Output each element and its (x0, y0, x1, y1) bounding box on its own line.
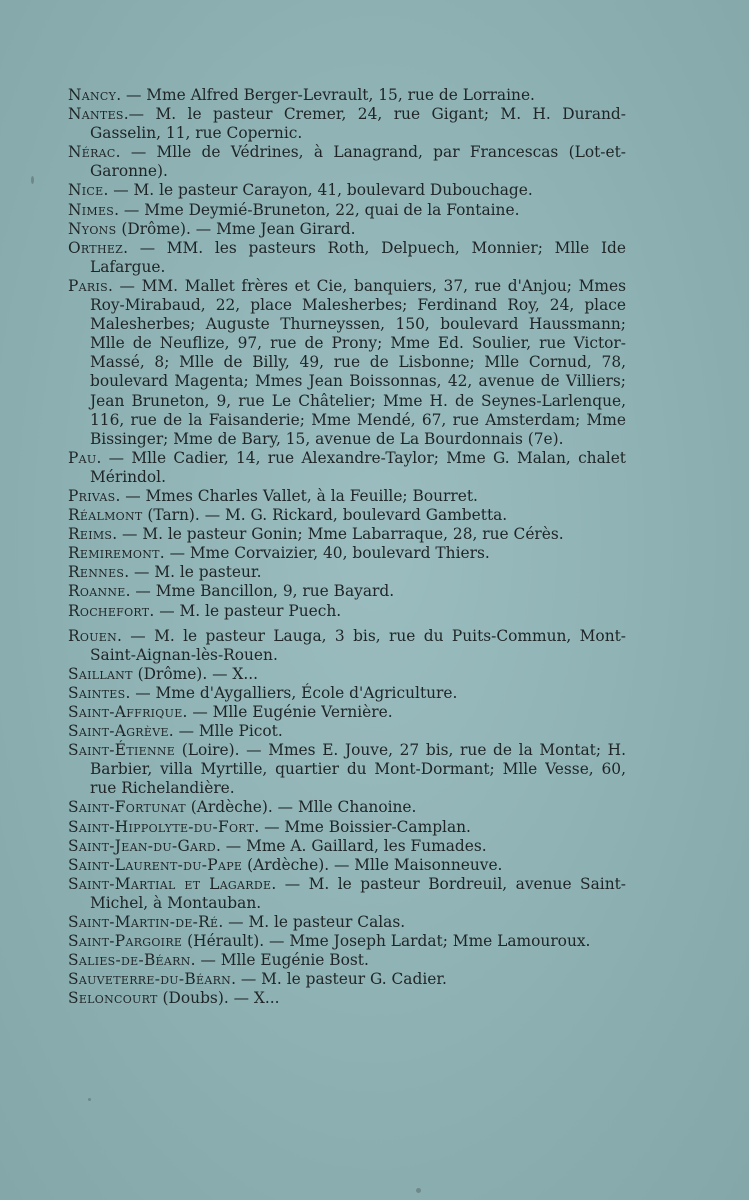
subscriber-list (68, 86, 626, 1009)
city-name: Paris (68, 276, 108, 295)
entry-text: Mme Corvaizier, 40, boulevard Thiers. (189, 544, 490, 563)
list-entry (68, 582, 626, 601)
city-name: Saint-Affrique (68, 703, 183, 721)
city-name: Rennes (68, 563, 125, 582)
entry-separator: . — (103, 181, 134, 200)
entry-text: M. le pasteur. (154, 563, 262, 582)
list-entry (68, 913, 626, 932)
list-entry (68, 856, 626, 875)
city-name: Nancy (68, 86, 117, 104)
entry-text: Mlle de Védrines, à Lanagrand, par Francescas (Lot-et-Garonne). (90, 143, 626, 181)
list-entry (68, 449, 626, 487)
entry-text: Mme Alfred Berger-Levrault, 15, rue de Lorraine. (146, 86, 535, 104)
entry-text: MM. Mallet frères et Cie, banquiers, 37, rue d'Anjou; Mmes Roy-Mirabaud, 22, place Malesherbes; Ferdinand Roy, 24, place Malesherbes; Auguste Thurneyssen, 150, boulevard Haussmann; Mlle de Neuflize, 97, rue de Prony; Mme Ed. Soulier, rue Victor-Massé, 8; Mlle de Billy, 49, rue de Lisbonne; Mlle Cornud, 78, boulevard Magenta; Mmes Jean Boissonnas, 42, avenue de Villiers; Jean Bruneton, 9, rue Le Châtelier; Mme H. de Seynes-Larlenque, 116, rue de la Faisanderie; Mme Mendé, 67, rue Amsterdam; Mme Bissinger; Mme de Bary, 15, avenue de La Bourdonnais (7e). (90, 276, 626, 448)
entry-separator: . — (115, 486, 146, 505)
entry-text: Mme Bancillon, 9, rue Bayard. (155, 582, 395, 601)
entry-separator: (Ardèche). — (185, 798, 298, 817)
list-entry (68, 818, 626, 837)
city-name: Rouen (68, 626, 118, 645)
entry-separator: . — (254, 817, 285, 836)
list-entry (68, 602, 626, 621)
city-name: Saint-Pargoire (68, 932, 183, 951)
entry-separator: (Doubs). — (157, 989, 254, 1008)
list-entry (68, 932, 626, 951)
city-name: Saillant (68, 664, 133, 683)
entry-separator: . — (117, 626, 155, 645)
entry-text: M. le pasteur Bordreuil, avenue Saint-Michel, à Montauban. (90, 874, 626, 912)
city-name: Saintes (68, 683, 126, 702)
entry-separator: (Tarn). — (142, 506, 225, 525)
entry-text: M. le pasteur Calas. (248, 913, 406, 932)
list-entry (68, 951, 626, 970)
list-entry (68, 989, 626, 1008)
city-name: Orthez (68, 238, 124, 257)
entry-separator: . — (114, 200, 145, 219)
entry-text: X... (232, 664, 259, 683)
list-entry (68, 181, 626, 200)
list-entry (68, 86, 626, 105)
city-name: Salies-de-Béarn (68, 951, 191, 970)
entry-separator: . — (168, 722, 199, 741)
entry-text: M. le pasteur Gonin; Mme Labarraque, 28, rue Cérès. (142, 525, 564, 544)
city-name: Remiremont (68, 544, 160, 563)
entry-text: Mlle Chanoine. (297, 798, 417, 817)
entry-text: Mme Boissier-Camplan. (284, 817, 471, 836)
entry-separator: . — (218, 913, 249, 932)
entry-text: M. le pasteur Cremer, 24, rue Gigant; M. H. Durand-Gasselin, 11, rue Copernic. (90, 105, 626, 143)
entry-separator: . — (124, 563, 155, 582)
list-entry (68, 741, 626, 798)
list-entry (68, 970, 626, 989)
list-entry (68, 837, 626, 856)
city-name: Sauveterre-du-Béarn (68, 970, 232, 989)
entry-separator: (Drôme). — (116, 219, 217, 238)
entry-separator: . — (149, 601, 180, 620)
list-entry (68, 487, 626, 506)
list-entry (68, 563, 626, 582)
list-entry (68, 722, 626, 741)
entry-separator: . — (115, 143, 157, 162)
entry-text: Mmes Charles Vallet, à la Feuille; Bourret. (145, 486, 478, 505)
list-entry (68, 143, 626, 181)
entry-text: X... (253, 989, 280, 1008)
entry-text: M. le pasteur G. Cadier. (261, 970, 447, 989)
list-entry (68, 544, 626, 563)
paper-speck (416, 1188, 421, 1193)
entry-separator: . — (216, 836, 247, 855)
entry-text: Mme Jean Girard. (216, 219, 356, 238)
entry-text: Mme A. Gaillard, les Fumades. (246, 836, 487, 855)
entry-separator: .— (123, 105, 156, 124)
city-name: Nice (68, 181, 104, 200)
list-entry (68, 703, 626, 722)
entry-separator: . — (123, 238, 167, 257)
entry-text: Mme Deymié-Bruneton, 22, quai de la Fontaine. (144, 200, 520, 219)
city-name: Rochefort (68, 601, 150, 620)
city-name: Pau (68, 448, 97, 467)
city-name: Nérac (68, 143, 116, 162)
list-entry (68, 220, 626, 239)
entry-separator: . — (112, 525, 143, 544)
city-name: Saint-Jean-du-Gard (68, 836, 216, 855)
entry-text: Mme d'Aygalliers, École d'Agriculture. (155, 683, 458, 702)
city-name: Saint-Fortunat (68, 798, 186, 817)
entry-separator: . — (116, 86, 147, 104)
entry-separator: (Ardèche). — (242, 855, 355, 874)
city-name: Seloncourt (68, 989, 158, 1008)
entry-separator: (Drôme). — (132, 664, 233, 683)
entry-text: Mlle Maisonneuve. (354, 855, 503, 874)
entry-separator: . — (159, 544, 190, 563)
list-entry (68, 627, 626, 665)
entry-separator: . — (271, 874, 309, 893)
entry-text: Mmes E. Jouve, 27 bis, rue de la Montat; H. Barbier, villa Myrtille, quartier du Mont-Dormant; Mlle Vesse, 60, rue Richelandière. (90, 741, 626, 798)
city-name: Saint-Agrève (68, 722, 169, 741)
city-name: Saint-Hippolyte-du-Fort (68, 817, 255, 836)
city-name: Nantes (68, 105, 124, 124)
list-entry (68, 525, 626, 544)
city-name: Nyons (68, 219, 117, 238)
city-name: Saint-Étienne (68, 741, 176, 760)
entry-text: Mlle Cadier, 14, rue Alexandre-Taylor; Mme G. Malan, chalet Mérindol. (90, 448, 626, 486)
city-name: Privas (68, 486, 116, 505)
list-entry (68, 506, 626, 525)
entry-separator: . — (182, 703, 213, 721)
entry-separator: . — (190, 951, 221, 970)
entry-text: M. le pasteur Carayon, 41, boulevard Dubouchage. (133, 181, 533, 200)
paper-speck (31, 176, 34, 184)
entry-separator: . — (96, 448, 132, 467)
entry-text: M. le pasteur Puech. (179, 601, 342, 620)
entry-text: M. G. Rickard, boulevard Gambetta. (225, 506, 508, 525)
entry-text: Mme Joseph Lardat; Mme Lamouroux. (289, 932, 591, 951)
city-name: Saint-Laurent-du-Pape (68, 855, 243, 874)
entry-text: Mlle Eugénie Bost. (220, 951, 369, 970)
entry-text: MM. les pasteurs Roth, Delpuech, Monnier; Mlle Ide Lafargue. (90, 238, 627, 276)
entry-separator: (Hérault). — (182, 932, 290, 951)
entry-separator: . — (125, 683, 156, 702)
entry-text: Mlle Picot. (198, 722, 283, 741)
entry-separator: . — (231, 970, 262, 989)
list-entry (68, 105, 626, 143)
city-name: Saint-Martin-de-Ré (68, 913, 219, 932)
entry-separator: . — (107, 276, 142, 295)
entry-text: M. le pasteur Lauga, 3 bis, rue du Puits-Commun, Mont-Saint-Aignan-lès-Rouen. (90, 626, 626, 664)
list-entry (68, 201, 626, 220)
list-entry (68, 665, 626, 684)
list-entry (68, 277, 626, 449)
city-name: Saint-Martial et Lagarde (68, 874, 272, 893)
list-entry (68, 239, 626, 277)
city-name: Réalmont (68, 506, 143, 525)
list-entry (68, 684, 626, 703)
city-name: Nimes (68, 200, 115, 219)
paper-speck (88, 1098, 91, 1101)
entry-separator: . — (125, 582, 156, 601)
city-name: Reims (68, 525, 113, 544)
entry-separator: (Loire). — (175, 741, 269, 760)
entry-text: Mlle Eugénie Vernière. (212, 703, 393, 721)
list-entry (68, 798, 626, 817)
list-entry (68, 875, 626, 913)
city-name: Roanne (68, 582, 126, 601)
